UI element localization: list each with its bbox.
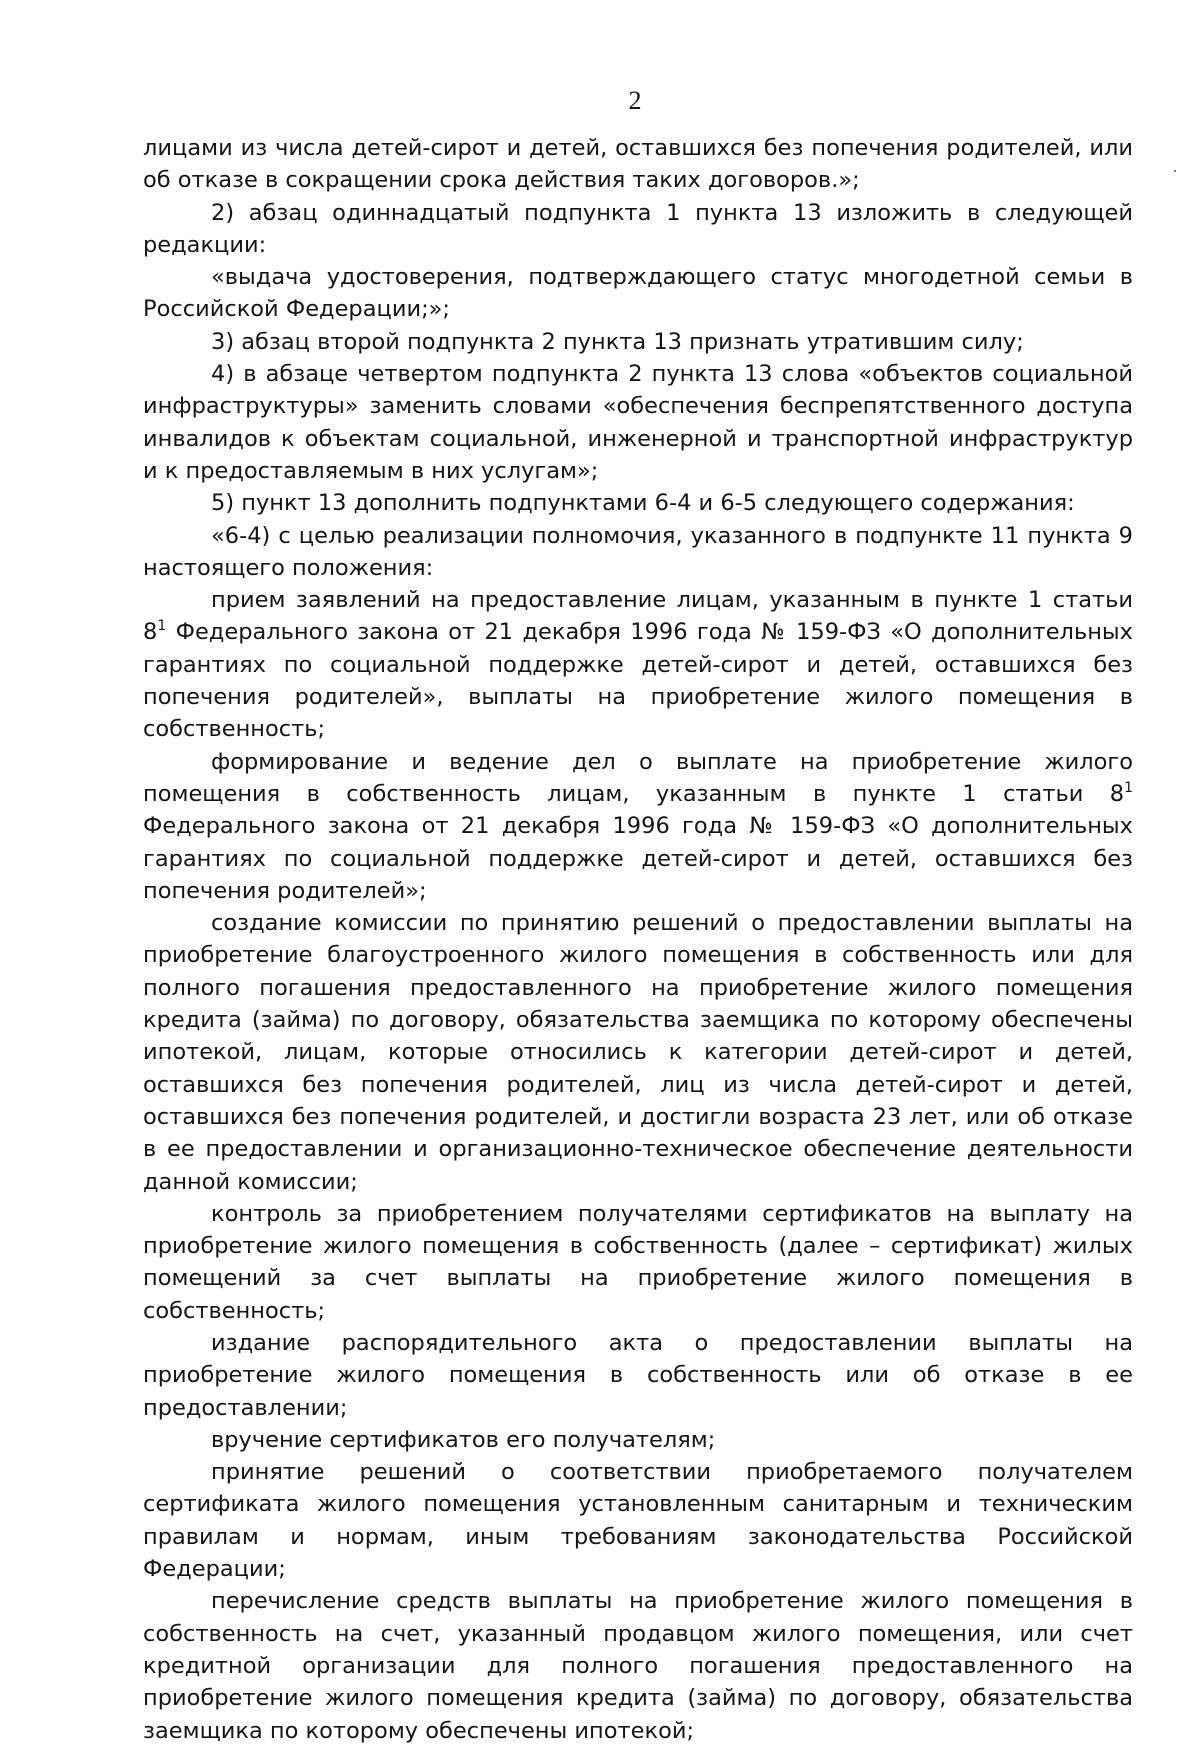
paragraph-case-files-text-1: формирование и ведение дел о выплате на приобретение жилого помещения в собственность лицам, указанным в пункте 1 статьи 8	[143, 748, 1133, 807]
paragraph-commission: создание комиссии по принятию решений о предоставлении выплаты на приобретение благоустроенного жилого помещения в собственность или для полного погашения предоставленного на приобретение жилого помещения кредита (займа) по договору, обязательства заемщика по которому обеспечены ипотекой, лицам, которые относились к категории детей-сирот и детей, оставшихся без попечения родителей, лиц из числа детей-сирот и детей, оставшихся без попечения родителей, и достигли возраста 23 лет, или об отказе в ее предоставлении и организационно-техническое обеспечение деятельности данной комиссии;	[143, 910, 1133, 1195]
paragraph-item-4: 4) в абзаце четвертом подпункта 2 пункта 13 слова «объектов социальной инфраструктуры» заменить словами «обеспечения беспрепятственного доступа инвалидов к объектам социальной, инженерной и транспортной инфраструктур и к предоставляемым в них услугам»;	[143, 361, 1133, 484]
superscript-1: 1	[1124, 779, 1133, 796]
paragraph-compliance-decisions: принятие решений о соответствии приобретаемого получателем сертификата жилого помещения установленным санитарным и техническим правилам и нормам, иным требованиям законодательства Российской Федерации;	[143, 1459, 1133, 1583]
paragraph-case-files-text-2: Федерального закона от 21 декабря 1996 года № 159-ФЗ «О дополнительных гарантиях по социальной поддержке детей-сирот и детей, оставшихся без попечения родителей»;	[143, 813, 1133, 904]
paragraph-applications	[143, 584, 1133, 745]
paragraph-item-2: 2) абзац одиннадцатый подпункта 1 пункта 13 изложить в следующей редакции:	[143, 199, 1133, 258]
paragraph-control: контроль за приобретением получателями сертификатов на выплату на приобретение жилого помещения в собственность (далее – сертификат) жилых помещений за счет выплаты на приобретение жилого помещения в собственность;	[143, 1200, 1133, 1324]
paragraph-subitem-6-4: «6-4) с целью реализации полномочия, указанного в подпункте 11 пункта 9 настоящего положения:	[143, 522, 1133, 581]
scan-speck	[1174, 170, 1176, 172]
paragraph-certificate-delivery: вручение сертификатов его получателям;	[211, 1426, 716, 1453]
paragraph-case-files	[143, 746, 1133, 907]
paragraph-administrative-act: издание распорядительного акта о предоставлении выплаты на приобретение жилого помещения в собственность или об отказе в ее предоставлении;	[143, 1329, 1133, 1421]
paragraph-item-3: 3) абзац второй подпункта 2 пункта 13 признать утратившим силу;	[211, 328, 1024, 355]
paragraph-applications-text-2: Федерального закона от 21 декабря 1996 года № 159-ФЗ «О дополнительных гарантиях по социальной поддержке детей-сирот и детей, оставшихся без попечения родителей», выплаты на приобретение жилого помещения в собственность;	[143, 619, 1133, 743]
superscript-1: 1	[157, 618, 167, 635]
paragraph-continuation: лицами из числа детей-сирот и детей, оставшихся без попечения родителей, или об отказе в сокращении срока действия таких договоров.»;	[143, 135, 1133, 194]
document-body	[143, 132, 1133, 1747]
paragraph-funds-transfer: перечисление средств выплаты на приобретение жилого помещения в собственность на счет, указанный продавцом жилого помещения, или счет кредитной организации для полного погашения предоставленного на приобретение жилого помещения кредита (займа) по договору, обязательства заемщика по которому обеспечены ипотекой;	[143, 1588, 1133, 1744]
paragraph-applications-text-1: прием заявлений на предоставление лицам, указанным в пункте 1 статьи 8	[143, 587, 1133, 646]
page-number: 2	[628, 86, 642, 115]
paragraph-item-5: 5) пункт 13 дополнить подпунктами 6-4 и 6-5 следующего содержания:	[211, 490, 1075, 517]
paragraph-quote-certificate: «выдача удостоверения, подтверждающего статус многодетной семьи в Российской Федерации;»;	[143, 264, 1133, 323]
